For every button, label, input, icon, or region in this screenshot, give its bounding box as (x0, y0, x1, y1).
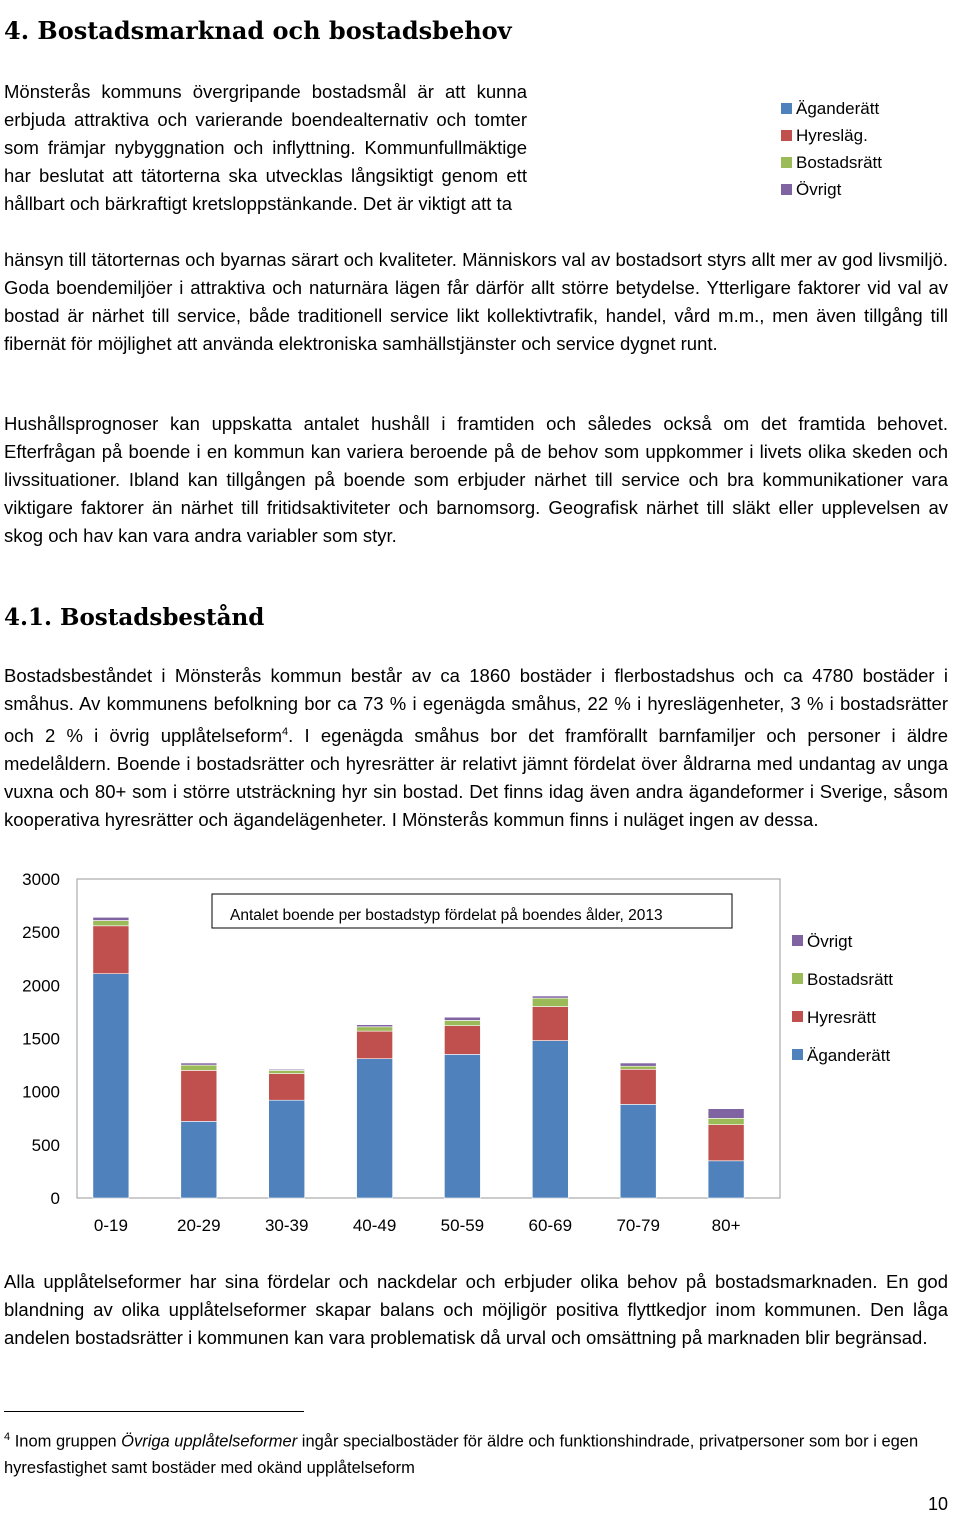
bar-segment (708, 1118, 744, 1124)
pie-legend (781, 99, 882, 199)
pie-legend-swatch (781, 157, 792, 168)
bar-segment (93, 921, 129, 926)
footnote-divider (4, 1411, 304, 1412)
pie-legend-swatch (781, 130, 792, 141)
bar-legend-label: Bostadsrätt (807, 970, 893, 989)
bar-title: Antalet boende per bostadstyp fördelat på boendes ålder, 2013 (230, 907, 663, 924)
bar-segment (181, 1070, 217, 1121)
bar-y-tick-label: 0 (50, 1189, 60, 1208)
bar-segment (444, 1017, 480, 1020)
bar-x-ticks (94, 1216, 741, 1235)
bar-segment (532, 996, 568, 998)
paragraph-housing-stock (4, 662, 948, 834)
bar-segment (620, 1063, 656, 1066)
paragraph-housing-stock-text: Bostadsbeståndet i Mönsterås kommun består av ca 1860 bostäder i flerbostadshus och ca 4780 bostäder i småhus. Av kommunens befolkning bor ca 73 % i egenägda småhus, 22 % i hyreslägenheter, 3 % i bostadsrätter och 2 % i övrig upplåtelseform (4, 665, 948, 747)
paragraph-households: Hushållsprognoser kan uppskatta antalet hushåll i framtiden och således också om det framtida behovet. Efterfrågan på boende i en kommun kan variera beroende på de behov som uppkommer i livets olika skeden och livssituationer. Ibland kan tillgången på boende som erbjuder närhet till service och bra kommunikationer vara viktigare faktorer än närhet till fritidsaktiviteter och barnomsorg. Geografisk närhet till släkt eller upplevelsen av skog och hav kan vara andra variabler som styr. (4, 413, 948, 546)
bar-legend-label: Äganderätt (807, 1046, 891, 1065)
pie-legend-label: Hyresläg. (796, 126, 868, 145)
bar-segment (708, 1125, 744, 1161)
intro-paragraph: Mönsterås kommuns övergripande bostadsmål är att kunna erbjuda attraktiva och varierande boendealternativ och tomter som främjar nybyggnation och inflyttning. Kommunfullmäktige har beslutat att tätorterna ska utvecklas långsiktigt genom ett hållbart och bärkraftigt kretsloppstänkande. Det är viktigt att ta (4, 81, 527, 214)
bar-segment (532, 998, 568, 1007)
bar-y-tick-label: 500 (31, 1135, 60, 1155)
paragraph-tenure-forms: Alla upplåtelseformer har sina fördelar och nackdelar och erbjuder olika behov på bostadsmarknaden. En god blandning av olika upplåtelseformer skapar balans och möjligör positiva flyttkedjor inom kommunen. Den låga andelen bostadsrätter i kommunen kan vara problematisk då urval och omsättning på marknaden blir begränsad. (4, 1271, 948, 1348)
bar-segment (357, 1025, 393, 1027)
bar-legend-label: Hyresrätt (807, 1008, 876, 1027)
bar-segment (357, 1031, 393, 1059)
bar-y-tick-label: 1500 (22, 1029, 60, 1049)
bar-segment (444, 1020, 480, 1025)
bar-segment (269, 1100, 305, 1198)
bar-segment (357, 1059, 393, 1198)
bar-legend-swatch (792, 973, 803, 984)
bar-segment (444, 1054, 480, 1198)
bar-segment (532, 1007, 568, 1041)
bar-x-tick-label: 70-79 (616, 1216, 660, 1235)
footnote (4, 1424, 948, 1481)
footnote-text-cont: ingår specialbostäder för äldre och funktionshindrade, privatpersoner som bor i egen hyresfastighet samt bostäder med okänd upplåtelseform (4, 1432, 919, 1477)
bar-legend-label: Övrigt (807, 932, 853, 951)
bar-y-tick-label: 2500 (22, 923, 60, 943)
bar-segment (93, 917, 129, 920)
bar-legend-swatch (792, 1049, 803, 1060)
bar-segment (357, 1027, 393, 1031)
bar-x-tick-label: 0-19 (93, 1216, 128, 1235)
footnote-reference[interactable]: 4 (282, 726, 289, 738)
bar-segment (269, 1069, 305, 1070)
pie-legend-label: Bostadsrätt (796, 153, 882, 172)
bar-x-tick-label: 20-29 (177, 1216, 221, 1235)
stacked-bar-chart (0, 868, 960, 1248)
bar-segment (444, 1026, 480, 1055)
footnote-number: 4 (4, 1431, 11, 1443)
bar-segment (708, 1161, 744, 1198)
bar-segment (620, 1066, 656, 1069)
bar-y-ticks (22, 870, 60, 1208)
pie-chart (545, 0, 960, 240)
bar-segment (620, 1069, 656, 1104)
bar-y-tick-label: 1000 (22, 1082, 60, 1102)
bar-x-tick-label: 50-59 (440, 1216, 485, 1235)
bar-x-tick-label: 30-39 (264, 1216, 309, 1235)
intro-paragraph-continued: hänsyn till tätorternas och byarnas särart och kvaliteter. Människors val av bostadsort styrs allt mer av god livsmiljö. Goda boendemiljöer i attraktiva och naturnära lägen får därför allt större betydelse. Ytterligare faktorer vid val av bostad är närhet till service, både traditionell service likt kollektivtrafik, handel, vård m.m., men även tillgång till fibernät för möjlighet att använda elektroniska samhällstjänster och service dygnet runt. (4, 249, 948, 354)
footnote-italic-term: Övriga upplåtelseformer (121, 1432, 298, 1451)
bar-x-tick-label: 60-69 (528, 1216, 573, 1235)
bar-segment (181, 1121, 217, 1198)
bar-y-tick-label: 2000 (22, 976, 60, 996)
pie-legend-label: Äganderätt (796, 99, 880, 118)
bar-segment (708, 1109, 744, 1119)
pie-legend-swatch (781, 103, 792, 114)
bar-segment (269, 1070, 305, 1073)
bar-segment (269, 1074, 305, 1101)
footnote-text: Inom gruppen (10, 1432, 122, 1451)
bar-segment (181, 1065, 217, 1070)
paragraph-housing-stock-text-cont: . I egenägda småhus bor det framförallt barnfamiljer och personer i äldre medelåldern. Boende i bostadsrätter och hyresrätter är relativt jämnt fördelat över åldrarna med undantag av unga vuxna och 80+ som i större utsträckning hyr sin bostad. Det finns idag även andra ägandeformer i Sverige, såsom kooperativa hyresrätter och ägandelägenheter. I Mönsterås kommun finns i nuläget ingen av dessa. (4, 725, 948, 831)
subheading: 4.1. Bostadsbestånd (4, 604, 265, 631)
bar-legend (792, 932, 893, 1065)
page-heading: 4. Bostadsmarknad och bostadsbehov (4, 16, 512, 45)
pie-legend-label: Övrigt (796, 180, 842, 199)
bar-segment (620, 1104, 656, 1198)
bar-legend-swatch (792, 935, 803, 946)
bar-legend-swatch (792, 1011, 803, 1022)
pie-legend-swatch (781, 184, 792, 195)
bar-segment (93, 926, 129, 974)
page-number: 10 (927, 1494, 948, 1514)
bar-x-tick-label: 40-49 (352, 1216, 397, 1235)
bar-segment (93, 974, 129, 1198)
bar-x-tick-label: 80+ (711, 1216, 741, 1235)
bar-y-tick-label: 3000 (22, 870, 60, 889)
bar-segment (532, 1041, 568, 1198)
bar-segment (181, 1063, 217, 1065)
